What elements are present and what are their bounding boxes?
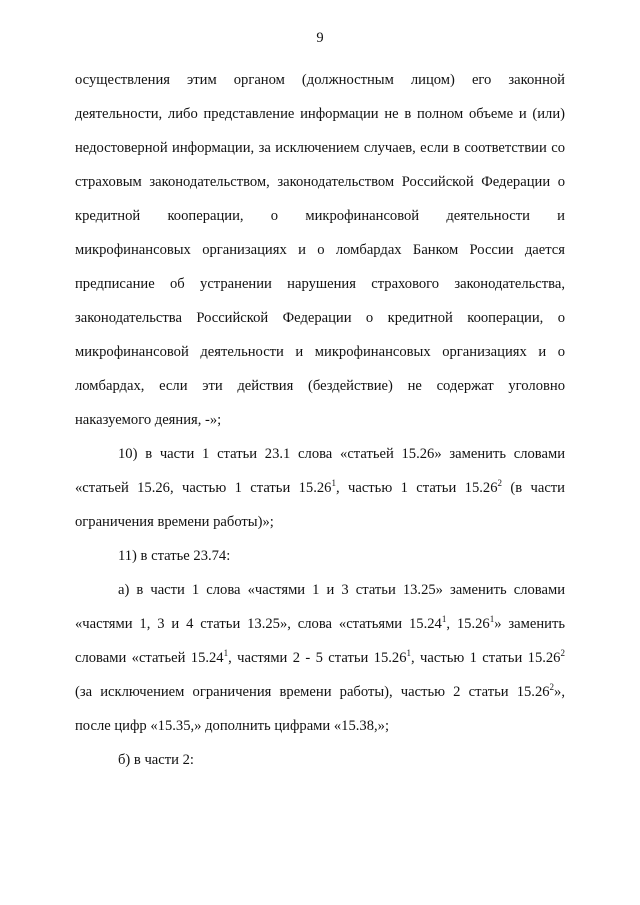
text-run: б) в части 2: (118, 752, 194, 768)
text-run: , 15.26 (446, 616, 490, 632)
paragraph (75, 63, 565, 437)
paragraph (75, 573, 565, 743)
text-run: » заменить словами «статьей 15.24 (75, 616, 566, 666)
superscript: 1 (331, 478, 336, 488)
text-run: , частью 1 статьи 15.26 (411, 650, 561, 666)
text-run: », после цифр «15.35,» дополнить цифрами «15.38,»; (75, 684, 565, 734)
text-run: , частями 2 - 5 статьи 15.26 (228, 650, 407, 666)
text-run: осуществления этим органом (должностным лицом) его законной деятельности, либо представление информации не в полном объеме и (или) недостоверной информации, за исключением случаев, если в соответствии со страховым законодательством, законодательством Российской Федерации о кредитной кооперации, о микрофинансовой деятельности и микрофинансовых организациях и о ломбардах Банком России дается предписание об устранении нарушения страхового законодательства, законодательства Российской Федерации о кредитной кооперации, о микрофинансовой деятельности и микрофинансовых организациях и о ломбардах, если эти действия (бездействие) не содержат уголовно наказуемого деяния, -»; (75, 72, 565, 428)
superscript: 1 (406, 648, 411, 658)
text-run: , частью 1 статьи 15.26 (335, 480, 498, 496)
text-run: а) в части 1 слова «частями 1 и 3 статьи 13.25» заменить словами «частями 1, 3 и 4 статьи 13.25», слова «статьями 15.24 (75, 582, 565, 632)
superscript: 2 (560, 648, 565, 658)
superscript: 1 (441, 614, 447, 624)
paragraph (75, 743, 565, 777)
page-number: 9 (316, 30, 324, 46)
text-run: 11) в статье 23.74: (118, 548, 231, 564)
superscript: 1 (223, 648, 229, 658)
superscript: 1 (489, 614, 495, 624)
text-run: (за исключением ограничения времени работы), частью 2 статьи 15.26 (75, 684, 550, 700)
superscript: 2 (549, 682, 555, 692)
text-run: (в части ограничения времени работы)»; (75, 480, 565, 530)
paragraph (75, 539, 565, 573)
text-run: 10) в части 1 статьи 23.1 слова «статьей 15.26» заменить словами «статьей 15.26, частью 1 статьи 15.26 (75, 446, 565, 496)
body-text (75, 63, 565, 777)
paragraph (75, 437, 565, 539)
superscript: 2 (497, 478, 502, 488)
